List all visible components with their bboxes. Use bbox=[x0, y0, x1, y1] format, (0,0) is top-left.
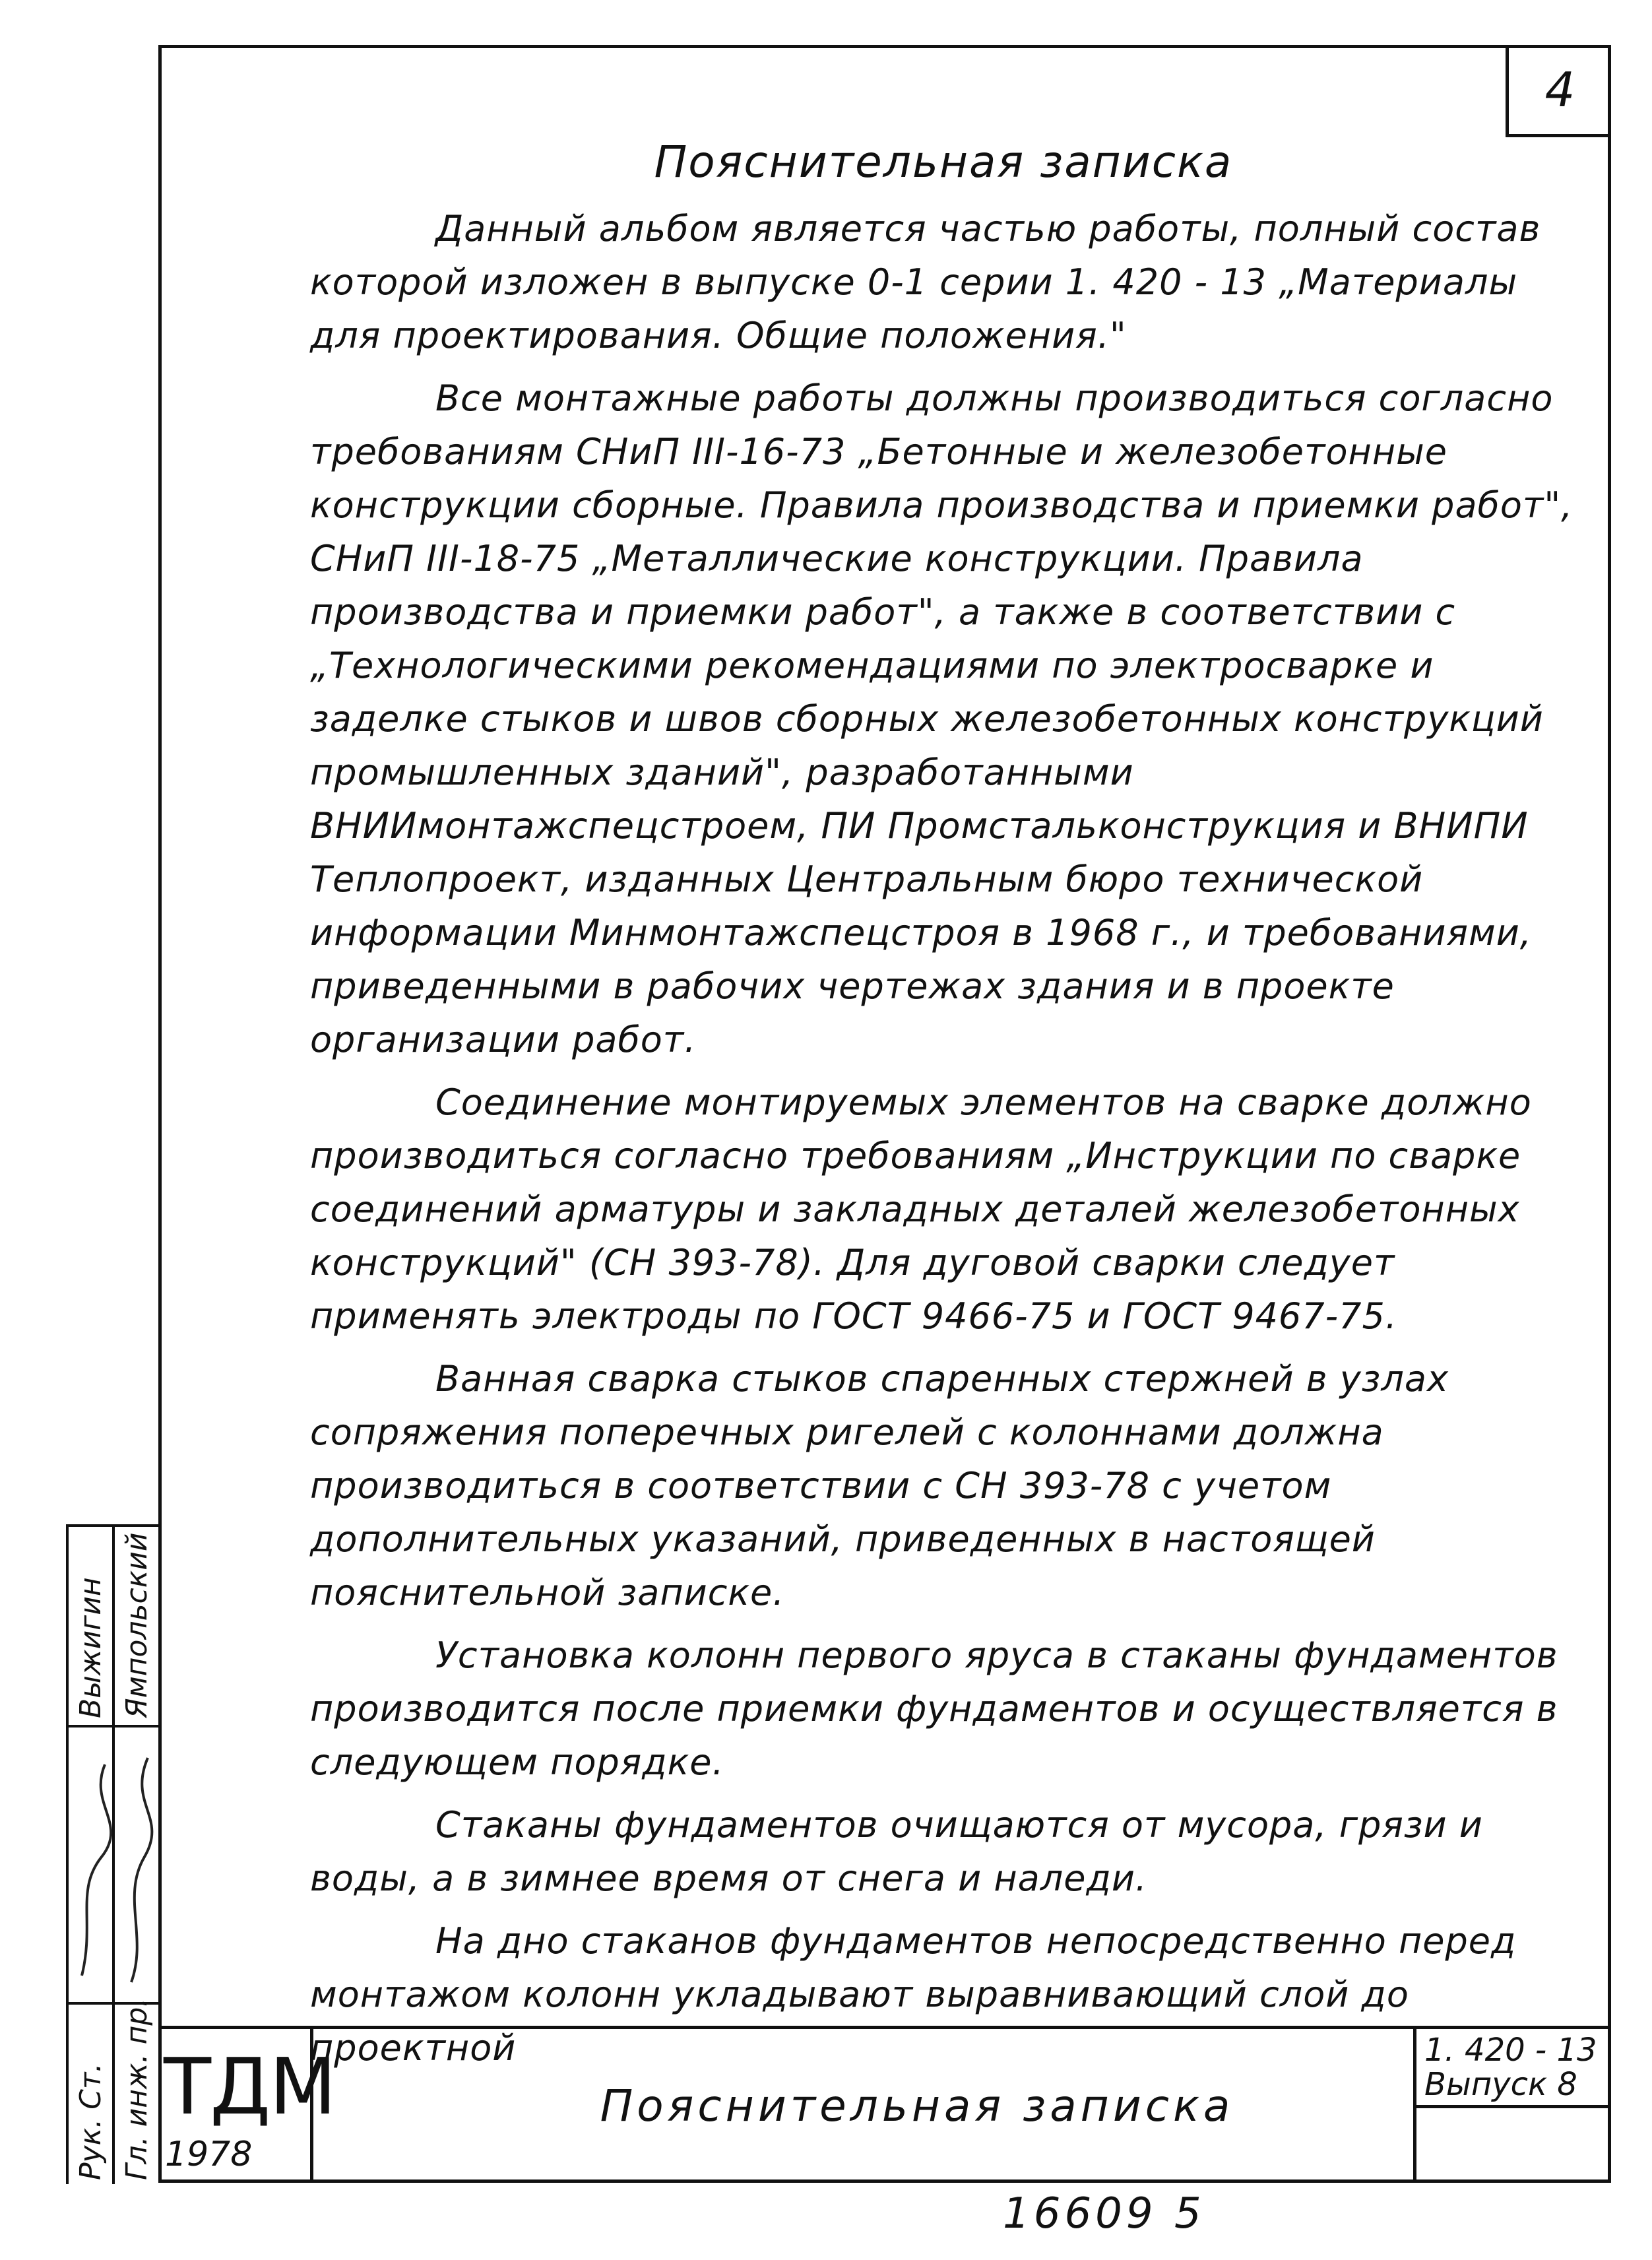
org-logo bbox=[158, 2029, 336, 2183]
paragraph-3: Соединение монтируемых элементов на сварке должно производиться согласно требованиям „Инструкции по сварке соединений арматуры и закладных деталей железобетонных конструкций" (СН 393-78). Для дуговой сварки следует применять электроды по ГОСТ 9466-75 и ГОСТ 9467-75. bbox=[310, 1082, 1532, 1337]
title-block-doc-title: Пояснительная записка bbox=[600, 2081, 1234, 2131]
page-number: 4 bbox=[1544, 61, 1575, 117]
page-title: Пояснительная записка bbox=[654, 137, 1233, 187]
inventory-number: 16609 5 bbox=[1003, 2189, 1205, 2238]
paragraph-7: На дно стаканов фундаментов непосредственно перед монтажом колонн укладывают выравнивающий слой до проектной bbox=[310, 1920, 1517, 2069]
series-number: 1. 420 - 13 bbox=[1424, 2032, 1597, 2069]
page-number-box bbox=[1506, 45, 1611, 137]
signature-icon bbox=[69, 1725, 161, 2002]
paragraph-2: Все монтажные работы должны производиться согласно требованиям СНиП III-16-73 „Бетонные и железобетонные конструкции сборные. Правила производства и приемки работ", СНиП III-18-75 „Металлические конструкции. Правила производства и приемки работ", а также в соответствии с „Технологическими рекомендациями по электросварке и заделке стыков и швов сборных железобетонных конструкций промышленных зданий", разработанными ВНИИмонтажспецстроем, ПИ Промстальконструкция и ВНИПИ Теплопроект, изданных Центральным бюро технической информации Минмонтажспецстроя в 1968 г., и требованиями, приведенными в рабочих чертежах здания и в проекте организации работ. bbox=[310, 377, 1573, 1060]
issue-number: Выпуск 8 bbox=[1424, 2066, 1577, 2103]
stamp-name-1: Выжигин bbox=[74, 1577, 108, 1718]
org-year: 1978 bbox=[165, 2135, 253, 2174]
title-block bbox=[158, 2026, 1611, 2183]
approval-stamp bbox=[66, 1524, 158, 2184]
paragraph-4: Ванная сварка стыков спаренных стержней в узлах сопряжения поперечных ригелей с колоннами должна производиться в соответствии с СН 393-78 с учетом дополнительных указаний, приведенных в настоящей пояснительной записке. bbox=[310, 1358, 1449, 1613]
document-body bbox=[310, 135, 1577, 2084]
stamp-role-2: Гл. инж. пр. bbox=[120, 1997, 154, 2180]
title-block-series-cell bbox=[1413, 2029, 1611, 2183]
stamp-role-1: Рук. Ст. bbox=[74, 2063, 108, 2180]
paragraph-6: Стаканы фундаментов очищаются от мусора, грязи и воды, а в зимнее время от снега и наледи. bbox=[310, 1804, 1483, 1899]
paragraph-1: Данный альбом является частью работы, полный состав которой изложен в выпуске 0-1 серии 1. 420 - 13 „Материалы для проектирования. Общие положения." bbox=[310, 208, 1541, 356]
paragraph-5: Установка колонн первого яруса в стаканы фундаментов производится после приемки фундаментов и осуществляется в следующем порядке. bbox=[310, 1634, 1558, 1783]
org-name: ТДМ bbox=[164, 2041, 336, 2132]
stamp-name-2: Ямпольский bbox=[120, 1532, 154, 1718]
